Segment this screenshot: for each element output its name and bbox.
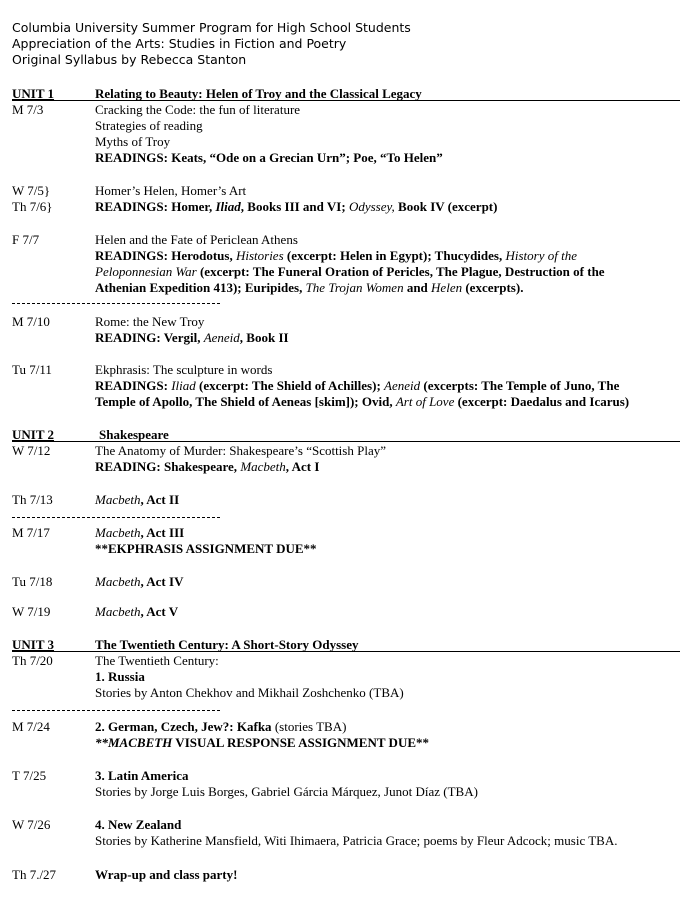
- assignment-due: **MACBETH VISUAL RESPONSE ASSIGNMENT DUE**: [95, 735, 430, 750]
- section-heading: 2. German, Czech, Jew?: Kafka (stories TBA): [95, 719, 347, 734]
- session-date: Th 7/13: [12, 492, 53, 507]
- session-readings: READING: Shakespeare, Macbeth, Act I: [95, 459, 320, 474]
- session-date: W 7/5}: [12, 183, 51, 198]
- header-author: Original Syllabus by Rebecca Stanton: [12, 52, 247, 67]
- session-topic: Ekphrasis: The sculpture in words: [95, 362, 273, 377]
- header-course: Appreciation of the Arts: Studies in Fiction and Poetry: [12, 36, 347, 51]
- unit-title: Shakespeare: [99, 427, 169, 442]
- session-date: Th 7/6}: [12, 199, 53, 214]
- session-topic: Rome: the New Troy: [95, 314, 205, 329]
- session-topic: Helen and the Fate of Periclean Athens: [95, 232, 298, 247]
- unit-label: UNIT 3: [12, 637, 55, 652]
- session-readings: READINGS: Keats, “Ode on a Grecian Urn”; Poe, “To Helen”: [95, 150, 443, 165]
- session-topic: Wrap-up and class party!: [95, 867, 238, 882]
- session-readings: Macbeth, Act III: [95, 525, 185, 540]
- session-date: M 7/3: [12, 102, 44, 117]
- session-readings: Macbeth, Act II: [95, 492, 180, 507]
- session-date: Tu 7/18: [12, 574, 53, 589]
- session-topic: The Anatomy of Murder: Shakespeare’s “Scottish Play”: [95, 443, 386, 458]
- session-date: W 7/12: [12, 443, 51, 458]
- session-date: F 7/7: [12, 232, 40, 247]
- unit-label: UNIT 2: [12, 427, 55, 442]
- header-program: Columbia University Summer Program for High School Students: [12, 20, 411, 35]
- section-heading: 3. Latin America: [95, 768, 189, 783]
- divider: [12, 303, 220, 304]
- session-date: W 7/26: [12, 817, 51, 832]
- session-topic: The Twentieth Century:: [95, 653, 219, 668]
- session-date: M 7/17: [12, 525, 50, 540]
- session-date: Tu 7/11: [12, 362, 52, 377]
- unit-title: The Twentieth Century: A Short-Story Odyssey: [95, 637, 359, 652]
- unit-label: UNIT 1: [12, 86, 55, 101]
- session-readings: Macbeth, Act IV: [95, 574, 184, 589]
- unit-title: Relating to Beauty: Helen of Troy and the Classical Legacy: [95, 86, 422, 101]
- unit-underline: [12, 100, 680, 101]
- session-readings: Stories by Jorge Luis Borges, Gabriel Gárcia Márquez, Junot Díaz (TBA): [95, 784, 478, 799]
- session-date: M 7/10: [12, 314, 50, 329]
- session-topic: Strategies of reading: [95, 118, 203, 133]
- session-readings: READINGS: Homer, Iliad, Books III and VI; Odyssey, Book IV (excerpt): [95, 199, 498, 214]
- session-topic: Homer’s Helen, Homer’s Art: [95, 183, 247, 198]
- divider: [12, 710, 220, 711]
- session-readings: READINGS: Herodotus, Histories (excerpt: Helen in Egypt); Thucydides, History of the: [95, 248, 577, 263]
- session-date: M 7/24: [12, 719, 50, 734]
- session-date: Th 7/20: [12, 653, 53, 668]
- session-readings: Peloponnesian War (excerpt: The Funeral Oration of Pericles, The Plague, Destruction of the: [95, 264, 605, 279]
- assignment-due: **EKPHRASIS ASSIGNMENT DUE**: [95, 541, 317, 556]
- session-readings: Stories by Katherine Mansfield, Witi Ihimaera, Patricia Grace; poems by Fleur Adcock; music TBA.: [95, 833, 618, 848]
- section-heading: 4. New Zealand: [95, 817, 182, 832]
- unit-underline: [12, 651, 680, 652]
- session-readings: READINGS: Iliad (excerpt: The Shield of Achilles); Aeneid (excerpts: The Temple of Juno, The: [95, 378, 620, 393]
- session-readings: Temple of Apollo, The Shield of Aeneas [skim]); Ovid, Art of Love (excerpt: Daedalus and Icarus): [95, 394, 630, 409]
- session-date: W 7/19: [12, 604, 51, 619]
- document-header: [12, 20, 411, 68]
- session-topic: Myths of Troy: [95, 134, 171, 149]
- session-readings: Macbeth, Act V: [95, 604, 179, 619]
- session-readings: Athenian Expedition 413); Euripides, The Trojan Women and Helen (excerpts).: [95, 280, 524, 295]
- divider: [12, 517, 220, 518]
- session-readings: Stories by Anton Chekhov and Mikhail Zoshchenko (TBA): [95, 685, 404, 700]
- unit-underline: [12, 441, 680, 442]
- section-heading: 1. Russia: [95, 669, 145, 684]
- session-date: Th 7./27: [12, 867, 57, 882]
- session-readings: READING: Vergil, Aeneid, Book II: [95, 330, 289, 345]
- session-date: T 7/25: [12, 768, 47, 783]
- session-topic: Cracking the Code: the fun of literature: [95, 102, 301, 117]
